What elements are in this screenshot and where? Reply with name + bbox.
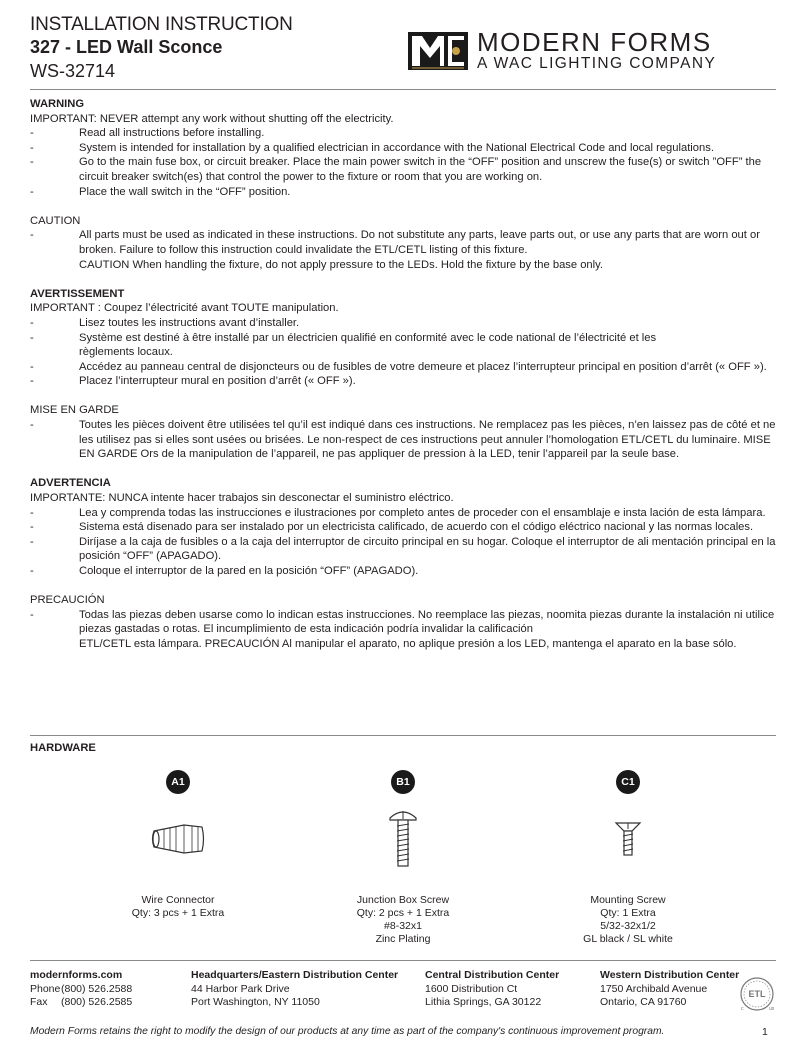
list-item: - Diríjase a la caja de fusibles o a la caja del interruptor de circuito principal en su hogar. Coloque el interruptor de ali mentación principal en la posición “OFF” (APAGADO). <box>30 535 776 563</box>
junction-box-screw-icon <box>387 808 419 870</box>
section-title: CAUTION <box>30 214 81 227</box>
hq-address-block <box>191 969 416 1010</box>
hardware-spec: #8-32x1 <box>384 920 422 932</box>
mise-en-garde-section <box>30 403 776 461</box>
list-item-text: Go to the main fuse box, or circuit breaker. Place the main power switch in the “OFF” position and unscrew the fuse(s) or switch ”OFF” the circuit breaker switch(es) that control the power to the fixture or room that you are working on. <box>79 156 762 183</box>
product-title: 327 - LED Wall Sconce <box>30 37 223 57</box>
caution-section <box>30 214 776 272</box>
section-title: MISE EN GARDE <box>30 404 119 417</box>
hq-city: Port Washington, NY 11050 <box>191 996 320 1008</box>
list-item: - Système est destiné à être installé par un électricien qualifié en conformité avec le code national de l’électricité et les règlements locaux. <box>30 331 776 360</box>
list-item-text: System is intended for installation by a qualified electrician in accordance with the National Electrical Code and local regulations. <box>79 141 714 154</box>
list-item-text: Lea y comprenda todas las instrucciones e ilustraciones por completo antes de proceder con el ensamblaje e insta lación de esta lámpara. <box>79 506 766 519</box>
list-item: - Sistema está disenado para ser instalado por un electricista calificado, de acuerdo con el código eléctrico nacional y las normas locales. <box>30 520 776 535</box>
hardware-divider <box>30 735 776 736</box>
safety-instructions <box>30 97 776 666</box>
section-intro: IMPORTANTE: NUNCA intente hacer trabajos sin desconectar el suministro eléctrico. <box>30 492 454 505</box>
hardware-qty: Qty: 3 pcs + 1 Extra <box>131 907 225 919</box>
list-item-text: Lisez toutes les instructions avant d’installer. <box>79 316 300 329</box>
document-type: INSTALLATION INSTRUCTION <box>30 14 293 35</box>
central-address-block <box>425 969 595 1010</box>
list-item: - Coloque el interruptor de la pared en la posición “OFF” (APAGADO). <box>30 564 776 579</box>
phone-label: Phone <box>30 982 61 995</box>
list-item: - Lea y comprenda todas las instrucciones e ilustraciones por completo antes de proceder con el ensamblaje e insta lación de esta lámpara. <box>30 506 776 521</box>
hardware-badge: B1 <box>391 770 415 794</box>
list-item-text: Place the wall switch in the “OFF” position. <box>79 185 291 198</box>
list-item: - Read all instructions before installing. <box>30 126 776 141</box>
modern-forms-logo-icon <box>408 30 468 72</box>
website-link[interactable]: modernforms.com <box>30 969 123 981</box>
western-address-block <box>600 969 750 1010</box>
list-item: - Go to the main fuse box, or circuit breaker. Place the main power switch in the “OFF” position and unscrew the fuse(s) or switch ”OFF” the circuit breaker switch(es) that control the power to the fixture or room that you are working on. <box>30 155 776 184</box>
hardware-finish: GL black / SL white <box>583 933 673 945</box>
western-street: 1750 Archibald Avenue <box>600 982 708 995</box>
precaucion-section <box>30 593 776 651</box>
list-item-text: Coloque el interruptor de la pared en la posición “OFF” (APAGADO). <box>79 565 419 577</box>
hardware-item-a1 <box>78 770 278 920</box>
page-number: 1 <box>762 1026 768 1038</box>
list-item: - All parts must be used as indicated in these instructions. Do not substitute any parts, leave parts out, or use any parts that are worn out or broken. Failure to follow this instruction could invalidate the ETL/CETL listing of this fixture. CAUTION When handling the fixture, do not apply pressure to the LEDs. Hold the fixture by the base only. <box>30 229 760 271</box>
section-intro: IMPORTANT: NEVER attempt any work without shutting off the electricity. <box>30 112 394 125</box>
list-item-text: Système est destiné à être installé par un électricien qualifié en conformité avec le code national de l’électricité et les règlements locaux. <box>79 331 657 359</box>
list-item: - Placez l’interrupteur mural en position d’arrêt (« OFF »). <box>30 374 776 389</box>
list-item: - System is intended for installation by a qualified electrician in accordance with the National Electrical Code and local regulations. <box>30 141 776 156</box>
list-item: - Lisez toutes les instructions avant d’installer. <box>30 316 776 331</box>
hardware-qty: Qty: 2 pcs + 1 Extra <box>356 907 450 919</box>
hardware-finish: Zinc Plating <box>375 933 431 945</box>
list-item-text: Sistema está disenado para ser instalado por un electricista calificado, de acuerdo con el código eléctrico nacional y las normas locales. <box>79 521 754 534</box>
section-title: ADVERTENCIA <box>30 477 111 490</box>
list-item-text: Todas las piezas deben usarse como lo indican estas instrucciones. No reemplace las piezas, noomita piezas durante la instalación ni utilice piezas gastadas o rotas. El incumplimiento de esta indicación podría invalidar la calificación <box>79 608 775 636</box>
list-item: - Todas las piezas deben usarse como lo indican estas instrucciones. No reemplace las piezas, noomita piezas durante la instalación ni utilice piezas gastadas o rotas. El incumplimiento de esta indicación podría invalidar la calificación ETL/CETL esta lámpara. PRECAUCIÓN Al manipular el aparato, no aplique presión a los LED, mantenga el aparato en la base sólo. <box>30 608 775 650</box>
list-item-text: ETL/CETL esta lámpara. PRECAUCIÓN Al manipular el aparato, no aplique presión a los LED, mantenga el aparato en la base sólo. <box>79 637 737 650</box>
list-item-text: Diríjase a la caja de fusibles o a la caja del interruptor de circuito principal en su hogar. Coloque el interruptor de ali mentación principal en la posición “OFF” (APAGADO). <box>79 535 776 563</box>
list-item-text: All parts must be used as indicated in these instructions. Do not substitute any parts, leave parts out, or use any parts that are worn out or broken. Failure to follow this instruction could invalidate the ETL/CETL listing of this fixture. <box>79 229 760 256</box>
western-city: Ontario, CA 91760 <box>600 996 687 1008</box>
section-intro: IMPORTANT : Coupez l’électricité avant TOUTE manipulation. <box>30 302 339 315</box>
svg-text:us: us <box>769 1006 775 1012</box>
central-city: Lithia Springs, GA 30122 <box>425 996 542 1008</box>
brand-name: MODERN FORMS <box>477 27 712 57</box>
list-item: - Accédez au panneau central de disjoncteurs ou de fusibles de votre demeure et placez l’interrupteur principal en position d’arrêt (« OFF »). <box>30 360 776 375</box>
hardware-name: Junction Box Screw <box>356 894 450 906</box>
hardware-qty: Qty: 1 Extra <box>600 907 656 919</box>
mounting-screw-icon <box>614 819 642 859</box>
list-item: - Place the wall switch in the “OFF” position. <box>30 185 776 200</box>
etl-listed-mark-icon <box>738 975 776 1013</box>
list-item: - Toutes les pièces doivent être utilisées tel qu’il est indiqué dans ces instructions. Ne remplacez pas les pièces, n’en laissez pas de côté et ne les utilisez pas si elles sont usées ou brisées. Le non-respect de ces instructions peut annuler l’homologation ETL/CETL du luminaire. MISE EN GARDE Ors de la manipulation de l’appareil, ne pas appliquer de pression à la LED, tenir l’appareil par la seule base. <box>30 419 776 461</box>
western-title: Western Distribution Center <box>600 969 740 981</box>
hardware-title: HARDWARE <box>30 742 96 754</box>
section-title: PRECAUCIÓN <box>30 594 105 607</box>
footer-divider <box>30 960 776 961</box>
hardware-spec: 5/32-32x1/2 <box>600 920 656 932</box>
avertissement-section <box>30 287 776 389</box>
list-item-text: CAUTION When handling the fixture, do not apply pressure to the LEDs. Hold the fixture by the base only. <box>79 258 604 271</box>
header-divider <box>30 89 776 90</box>
fax-label: Fax <box>30 996 48 1008</box>
svg-text:c: c <box>741 1006 744 1012</box>
list-item-text: Read all instructions before installing. <box>79 127 265 140</box>
advertencia-section <box>30 476 776 578</box>
hardware-item-c1 <box>528 770 728 946</box>
model-number: WS-32714 <box>30 61 116 81</box>
hq-title: Headquarters/Eastern Distribution Center <box>191 969 399 981</box>
central-title: Central Distribution Center <box>425 969 560 981</box>
hardware-badge: C1 <box>616 770 640 794</box>
list-item-text: Toutes les pièces doivent être utilisées tel qu’il est indiqué dans ces instructions. Ne remplacez pas les pièces, n’en laissez pas de côté et ne les utilisez pas si elles sont usées ou brisées. Le non-respect de ces instructions peut annuler l’homologation ETL/CETL du luminaire. MISE EN GARDE Ors de la manipulation de l’appareil, ne pas appliquer de pression à la LED, tenir l’appareil par la seule base. <box>79 419 776 461</box>
hq-street: 44 Harbor Park Drive <box>191 982 290 995</box>
hardware-name: Wire Connector <box>141 894 215 906</box>
central-street: 1600 Distribution Ct <box>425 982 518 995</box>
hardware-item-b1 <box>303 770 503 946</box>
section-title: WARNING <box>30 98 85 110</box>
section-title: AVERTISSEMENT <box>30 287 125 300</box>
phone-number: (800) 526.2588 <box>61 982 133 995</box>
disclaimer-text: Modern Forms retains the right to modify the design of our products at any time as part of the company's continuous improvement program. <box>30 1026 665 1037</box>
brand-tagline: A WAC LIGHTING COMPANY <box>477 55 717 72</box>
list-item-text: Placez l’interrupteur mural en position d’arrêt (« OFF »). <box>79 375 356 388</box>
fax-number: (800) 526.2585 <box>61 996 133 1008</box>
list-item-text: Accédez au panneau central de disjoncteurs ou de fusibles de votre demeure et placez l’interrupteur principal en position d’arrêt (« OFF »). <box>79 360 767 373</box>
svg-text:ETL: ETL <box>748 989 766 999</box>
hardware-name: Mounting Screw <box>590 894 666 906</box>
contact-block <box>30 969 180 1010</box>
warning-section <box>30 97 776 199</box>
wire-connector-icon <box>150 819 206 859</box>
hardware-badge: A1 <box>166 770 190 794</box>
